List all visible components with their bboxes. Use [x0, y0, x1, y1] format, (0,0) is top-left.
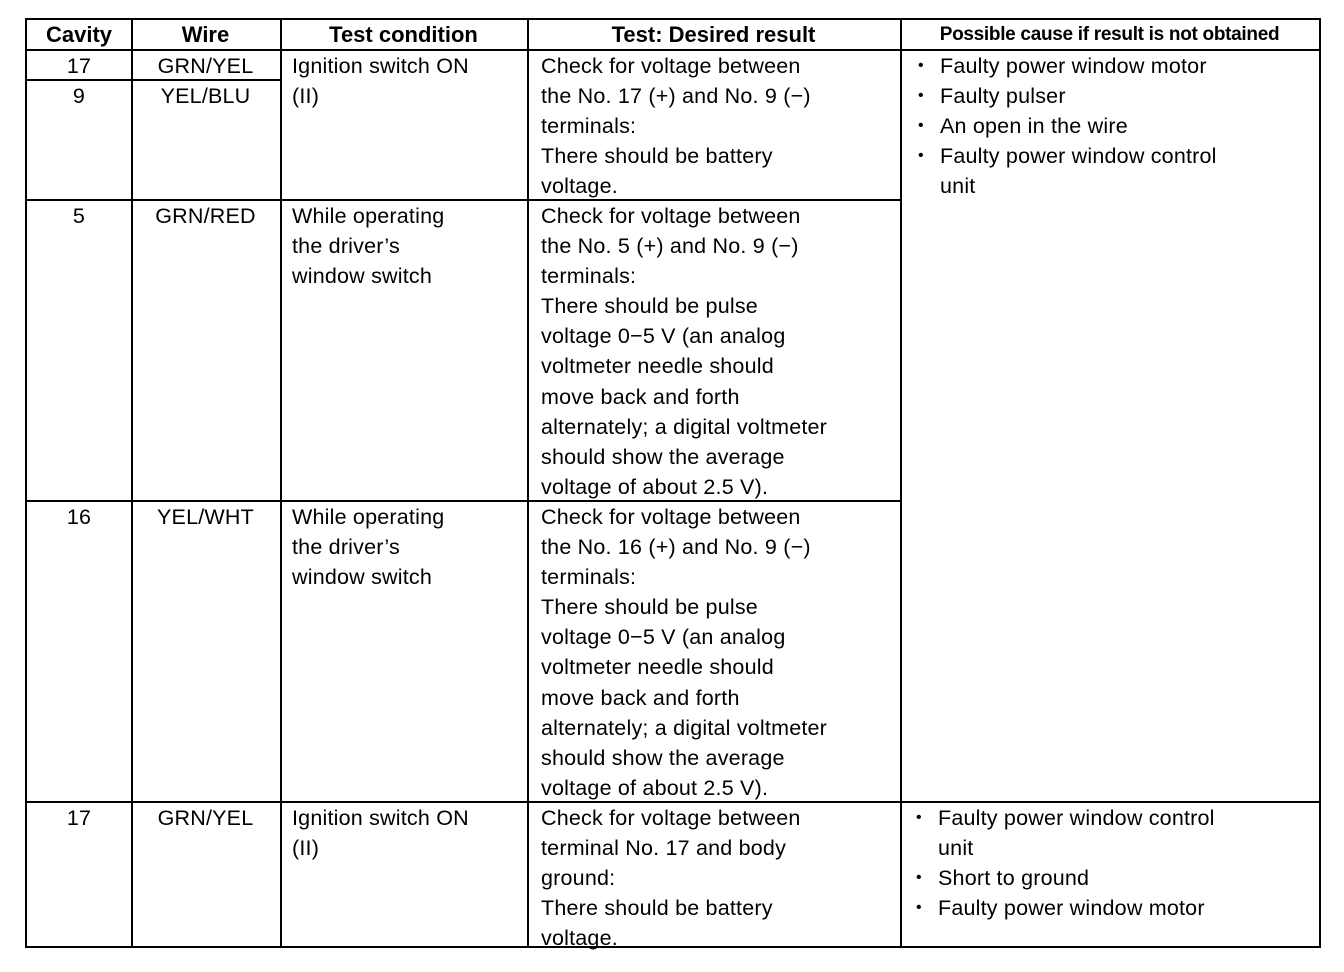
- wire-cell: GRN/YEL: [157, 806, 254, 830]
- result-cell: Check for voltage between the No. 17 (+) and No. 9 (−) terminals: There should be battery voltage.: [541, 54, 811, 199]
- condition-cell: While operating the driver’s window switch: [292, 204, 445, 289]
- column-divider: [900, 20, 902, 946]
- header-cavity: Cavity: [45, 22, 113, 47]
- cause-list: [940, 51, 1217, 201]
- cause-item: • Faulty power window motor: [938, 893, 1215, 923]
- condition-cell: Ignition switch ON (II): [292, 54, 469, 109]
- cavity-cell: 17 9: [66, 54, 92, 109]
- result-cell: Check for voltage between the No. 16 (+) and No. 9 (−) terminals: There should be pulse voltage 0−5 V (an analog voltmeter needle should move back and forth alternately; a digital voltmeter should show the average voltage of about 2.5 V).: [541, 505, 828, 800]
- result-cell: Check for voltage between the No. 5 (+) and No. 9 (−) terminals: There should be pulse voltage 0−5 V (an analog voltmeter needle should move back and forth alternately; a digital voltmeter should show the average voltage of about 2.5 V).: [541, 204, 828, 499]
- cavity-cell: 5: [72, 204, 86, 228]
- column-divider: [280, 20, 282, 946]
- cause-item: • Faulty power window control: [938, 803, 1215, 833]
- cause-list: [938, 803, 1215, 923]
- wire-cell: GRN/YEL YEL/BLU: [157, 54, 254, 109]
- cause-item: • Faulty pulser: [940, 81, 1217, 111]
- cause-item: • Faulty power window motor: [940, 51, 1217, 81]
- header-desired-result: Test: Desired result: [611, 22, 816, 47]
- test-table: [25, 18, 1321, 951]
- cause-item: • Faulty power window control: [940, 141, 1217, 171]
- cavity-cell: 17: [66, 806, 92, 830]
- wire-cell: YEL/WHT: [157, 505, 254, 529]
- header-wire: Wire: [181, 22, 230, 47]
- header-possible-cause: Possible cause if result is not obtained: [939, 24, 1280, 45]
- header-test-condition: Test condition: [329, 22, 478, 47]
- condition-cell: While operating the driver’s window switch: [292, 505, 445, 590]
- condition-cell: Ignition switch ON (II): [292, 806, 469, 861]
- wire-cell: GRN/RED: [155, 204, 256, 228]
- cause-item-continuation: unit: [940, 174, 976, 199]
- result-cell: Check for voltage between terminal No. 17 and body ground: There should be battery voltage.: [541, 806, 801, 951]
- cause-item: • An open in the wire: [940, 111, 1217, 141]
- cavity-cell: 16: [66, 505, 92, 529]
- cause-item-continuation: unit: [938, 836, 974, 861]
- cause-item: • Short to ground: [938, 863, 1215, 893]
- column-divider: [527, 20, 529, 946]
